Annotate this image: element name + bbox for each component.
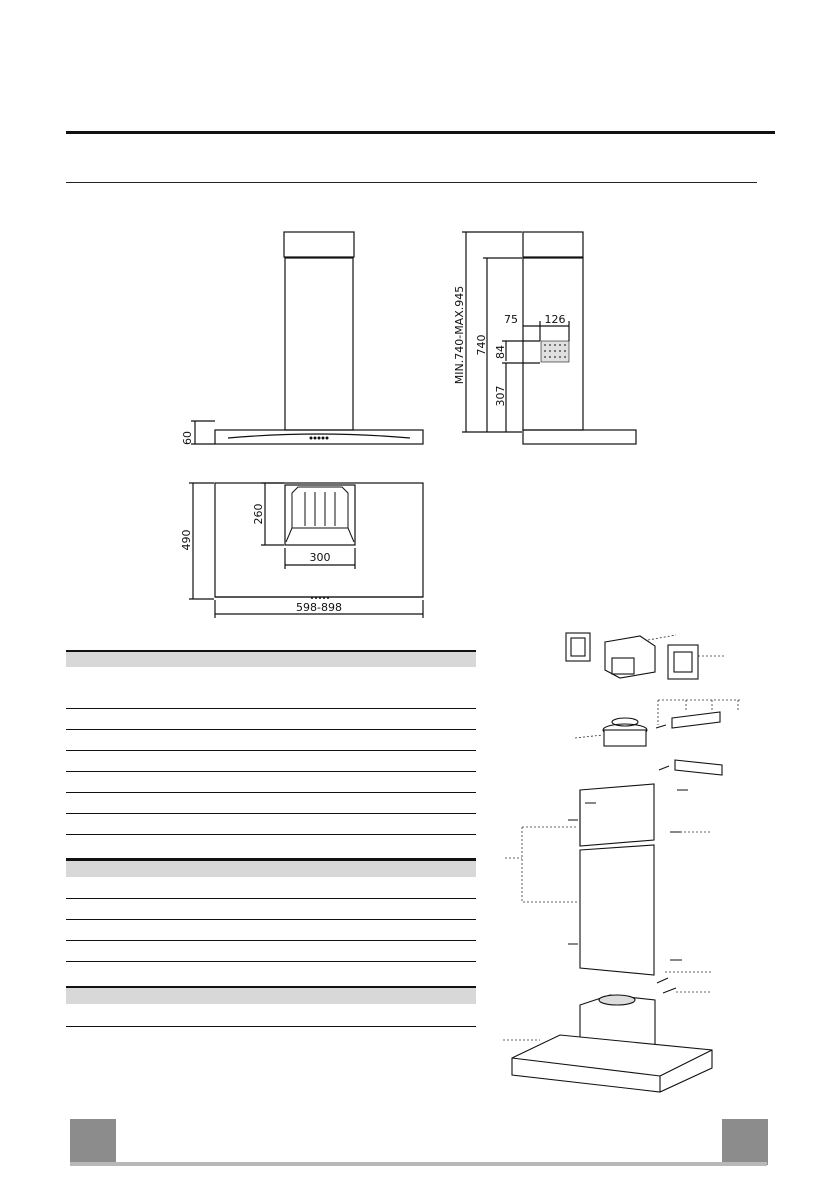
table-row (66, 1004, 476, 1027)
table-row (66, 814, 476, 835)
footer-tab-right (722, 1119, 768, 1165)
side-offset-label: 75 (504, 313, 518, 326)
table-row (66, 772, 476, 793)
table-row (66, 751, 476, 772)
side-bottom-label: 307 (494, 385, 507, 407)
top-motor-depth-label: 260 (252, 503, 265, 525)
table-row (66, 877, 476, 899)
table-row (66, 899, 476, 920)
side-vent-width-label: 126 (544, 313, 566, 326)
side-vent-grille (541, 341, 569, 362)
table-section-header (66, 650, 476, 667)
table-section-header (66, 859, 476, 877)
front-view (191, 232, 423, 444)
top-view (189, 483, 423, 618)
table-row (66, 730, 476, 751)
table-row (66, 793, 476, 814)
top-depth-label: 490 (180, 529, 193, 551)
side-vent-height-label: 84 (494, 345, 507, 359)
side-total-label: MIN.740-MAX.945 (453, 285, 466, 385)
table-row (66, 941, 476, 962)
front-height-label: 60 (181, 431, 194, 445)
side-view (462, 232, 636, 444)
exploded-components (512, 633, 722, 1092)
table-row (66, 920, 476, 941)
table-row (66, 835, 476, 859)
table-section-header (66, 986, 476, 1004)
table-row (66, 667, 476, 709)
top-motor-width-label: 300 (309, 551, 331, 564)
footer-tab-left (70, 1119, 116, 1165)
top-motor-housing (286, 487, 354, 542)
table-row (66, 709, 476, 730)
front-control-dots (310, 437, 329, 440)
top-width-label: 598-898 (296, 601, 342, 614)
side-chimney-label: 740 (475, 334, 488, 356)
footer-bar (70, 1162, 767, 1166)
